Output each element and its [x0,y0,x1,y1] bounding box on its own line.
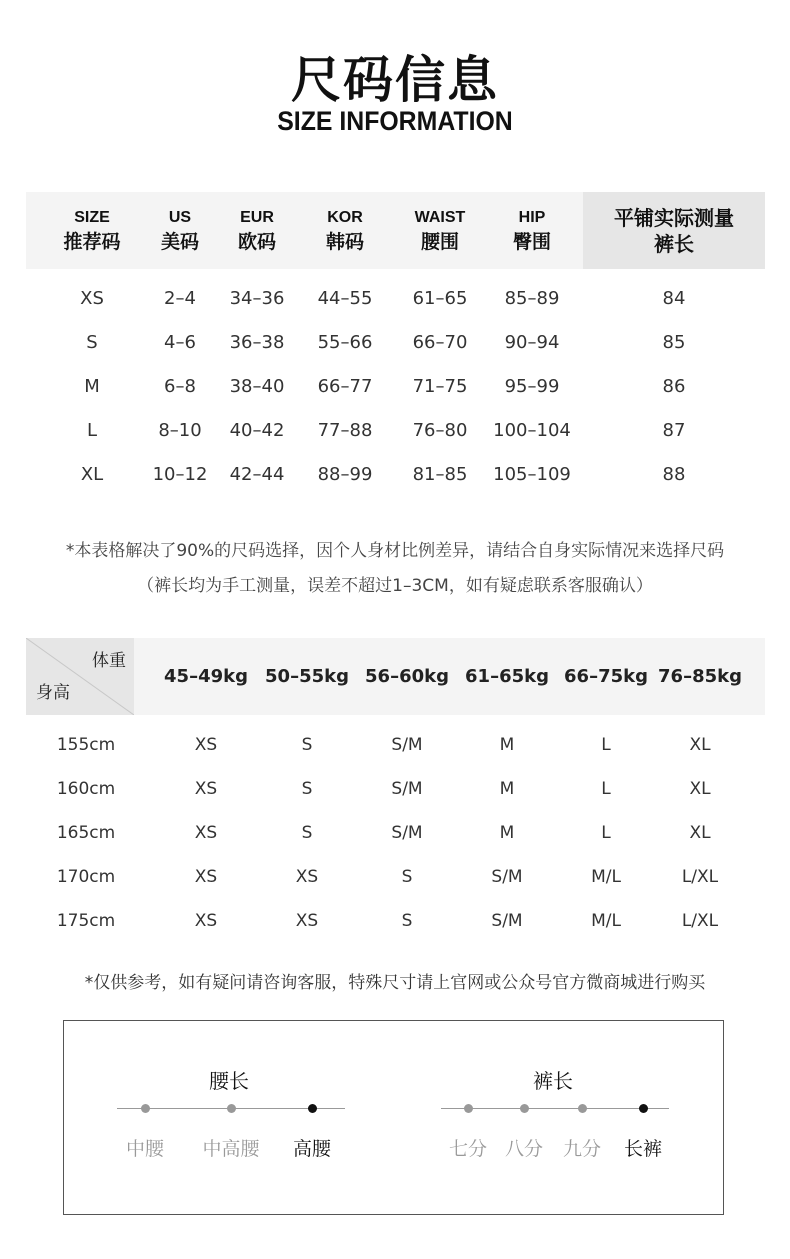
scale-dot [308,1104,317,1113]
table-cell: 61–65 [412,288,468,309]
header-size-cn: 推荐码 [63,230,121,253]
size-cell: M [499,779,515,799]
table-cell: 71–75 [412,376,468,397]
table-cell: 88–99 [317,464,373,485]
header-eur-en: EUR [240,208,274,226]
fit-info-box [63,1020,724,1215]
scale-dot [639,1104,648,1113]
size-cell: L [601,735,611,755]
size-cell: M [499,735,515,755]
length-scale-line [441,1108,669,1109]
size-cell: XS [194,735,218,755]
size-cell: L [601,823,611,843]
table-cell: 105–109 [493,464,571,485]
table-cell: 40–42 [229,420,285,441]
table-cell: 34–36 [229,288,285,309]
size-cell: M [499,823,515,843]
table-cell: 42–44 [229,464,285,485]
header-kor-cn: 韩码 [325,230,364,253]
scale-option-label: 中腰 [125,1138,164,1160]
header-us-cn: 美码 [160,230,199,253]
table-row [26,899,765,943]
table-cell: 6–8 [164,376,196,397]
size-cell: S [301,823,313,843]
header-length-note: 平铺实际测量 [614,205,734,230]
size-cell: XS [295,867,319,887]
table-cell: 55–66 [317,332,373,353]
height-cell: 155cm [56,735,116,755]
header-length-cn: 裤长 [654,231,694,256]
size-cell: S/M [391,779,423,799]
table-cell: 90–94 [504,332,560,353]
rise-scale-title: 腰长 [209,1069,249,1093]
table-cell: XL [80,464,104,485]
table-cell: 8–10 [158,420,202,441]
table-cell: 2–4 [164,288,196,309]
size-cell: XS [194,779,218,799]
header-hip [492,192,572,269]
scale-option-label: 中高腰 [202,1138,260,1160]
size-cell: XL [689,735,711,755]
table-cell: 10–12 [152,464,208,485]
weight-col: 61–65kg [465,666,549,687]
size-cell: XL [689,823,711,843]
table-row [26,365,765,409]
table-cell: 76–80 [412,420,468,441]
size-cell: XS [194,867,218,887]
header-waist-en: WAIST [414,208,466,226]
size-cell: S/M [391,735,423,755]
header-waist [395,192,485,269]
corner-weight-label: 体重 [92,651,126,671]
weight-col: 45–49kg [164,666,248,687]
height-cell: 165cm [56,823,116,843]
table-cell: 86 [662,376,686,397]
table-row [26,409,765,453]
weight-col: 56–60kg [365,666,449,687]
size-cell: XS [194,911,218,931]
table-cell: 84 [662,288,686,309]
table-cell: 44–55 [317,288,373,309]
table-cell: M [84,376,100,397]
weight-col: 50–55kg [265,666,349,687]
table-cell: 4–6 [164,332,196,353]
size-cell: S [301,735,313,755]
scale-option-label: 高腰 [292,1138,331,1160]
size-cell: L/XL [681,911,719,931]
scale-dot [141,1104,150,1113]
table-cell: 66–70 [412,332,468,353]
header-eur [217,192,297,269]
size-cell: S [401,867,413,887]
header-length [583,192,765,269]
length-note: （裤长均为手工测量，误差不超过1–3CM，如有疑虑联系客服确认） [137,576,653,596]
size-cell: S/M [391,823,423,843]
height-cell: 170cm [56,867,116,887]
table-row [26,767,765,811]
scale-option-label: 七分 [448,1138,487,1160]
header-us [140,192,220,269]
size-cell: S/M [491,867,523,887]
header-waist-cn: 腰围 [420,230,459,253]
scale-dot [464,1104,473,1113]
table-row [26,811,765,855]
size-cell: L [601,779,611,799]
size-cell: XS [295,911,319,931]
weight-height-table [26,638,765,943]
table-cell: 95–99 [504,376,560,397]
corner-cell [26,638,134,715]
weight-table-body [26,723,765,943]
table-cell: 85 [662,332,686,353]
table-row [26,855,765,899]
table-cell: S [86,332,98,353]
scale-option-label: 长裤 [623,1138,662,1160]
header-hip-en: HIP [518,208,546,226]
weight-table-header [26,638,765,715]
size-cell: XL [689,779,711,799]
table-row [26,321,765,365]
table-cell: XS [80,288,104,309]
table-cell: 85–89 [504,288,560,309]
scale-dot [227,1104,236,1113]
scale-dot [520,1104,529,1113]
header-size-en: SIZE [74,208,110,226]
table-row [26,453,765,497]
table-cell: L [86,420,98,441]
table-cell: 36–38 [229,332,285,353]
corner-height-label: 身高 [36,683,70,703]
header-hip-cn: 臀围 [512,230,551,253]
header-eur-cn: 欧码 [237,230,276,253]
length-scale-title: 裤长 [533,1069,573,1093]
size-cell: L/XL [681,867,719,887]
reference-note: *仅供参考，如有疑问请咨询客服，特殊尺寸请上官网或公众号官方微商城进行购买 [84,973,706,993]
table-cell: 100–104 [493,420,571,441]
height-cell: 175cm [56,911,116,931]
scale-option-label: 九分 [562,1138,601,1160]
size-cell: S/M [491,911,523,931]
height-cell: 160cm [56,779,116,799]
table-cell: 81–85 [412,464,468,485]
table-row [26,723,765,767]
weight-col: 66–75kg [564,666,648,687]
page-title-cn: 尺码信息 [291,51,499,109]
size-note: *本表格解决了90%的尺码选择，因个人身材比例差异，请结合自身实际情况来选择尺码 [65,541,725,561]
size-table [26,192,765,497]
size-cell: S [301,779,313,799]
scale-option-label: 八分 [504,1138,543,1160]
table-cell: 66–77 [317,376,373,397]
size-table-body [26,277,765,497]
size-cell: M/L [591,867,621,887]
scale-dot [578,1104,587,1113]
header-size [42,192,142,269]
size-cell: S [401,911,413,931]
table-row [26,277,765,321]
header-us-en: US [168,208,192,226]
page-title-en: SIZE INFORMATION [277,106,513,136]
table-cell: 87 [662,420,686,441]
header-kor [305,192,385,269]
table-cell: 38–40 [229,376,285,397]
table-cell: 88 [662,464,686,485]
header-kor-en: KOR [327,208,363,226]
table-cell: 77–88 [317,420,373,441]
weight-col: 76–85kg [658,666,742,687]
size-cell: M/L [591,911,621,931]
size-cell: XS [194,823,218,843]
size-table-header [26,192,765,269]
